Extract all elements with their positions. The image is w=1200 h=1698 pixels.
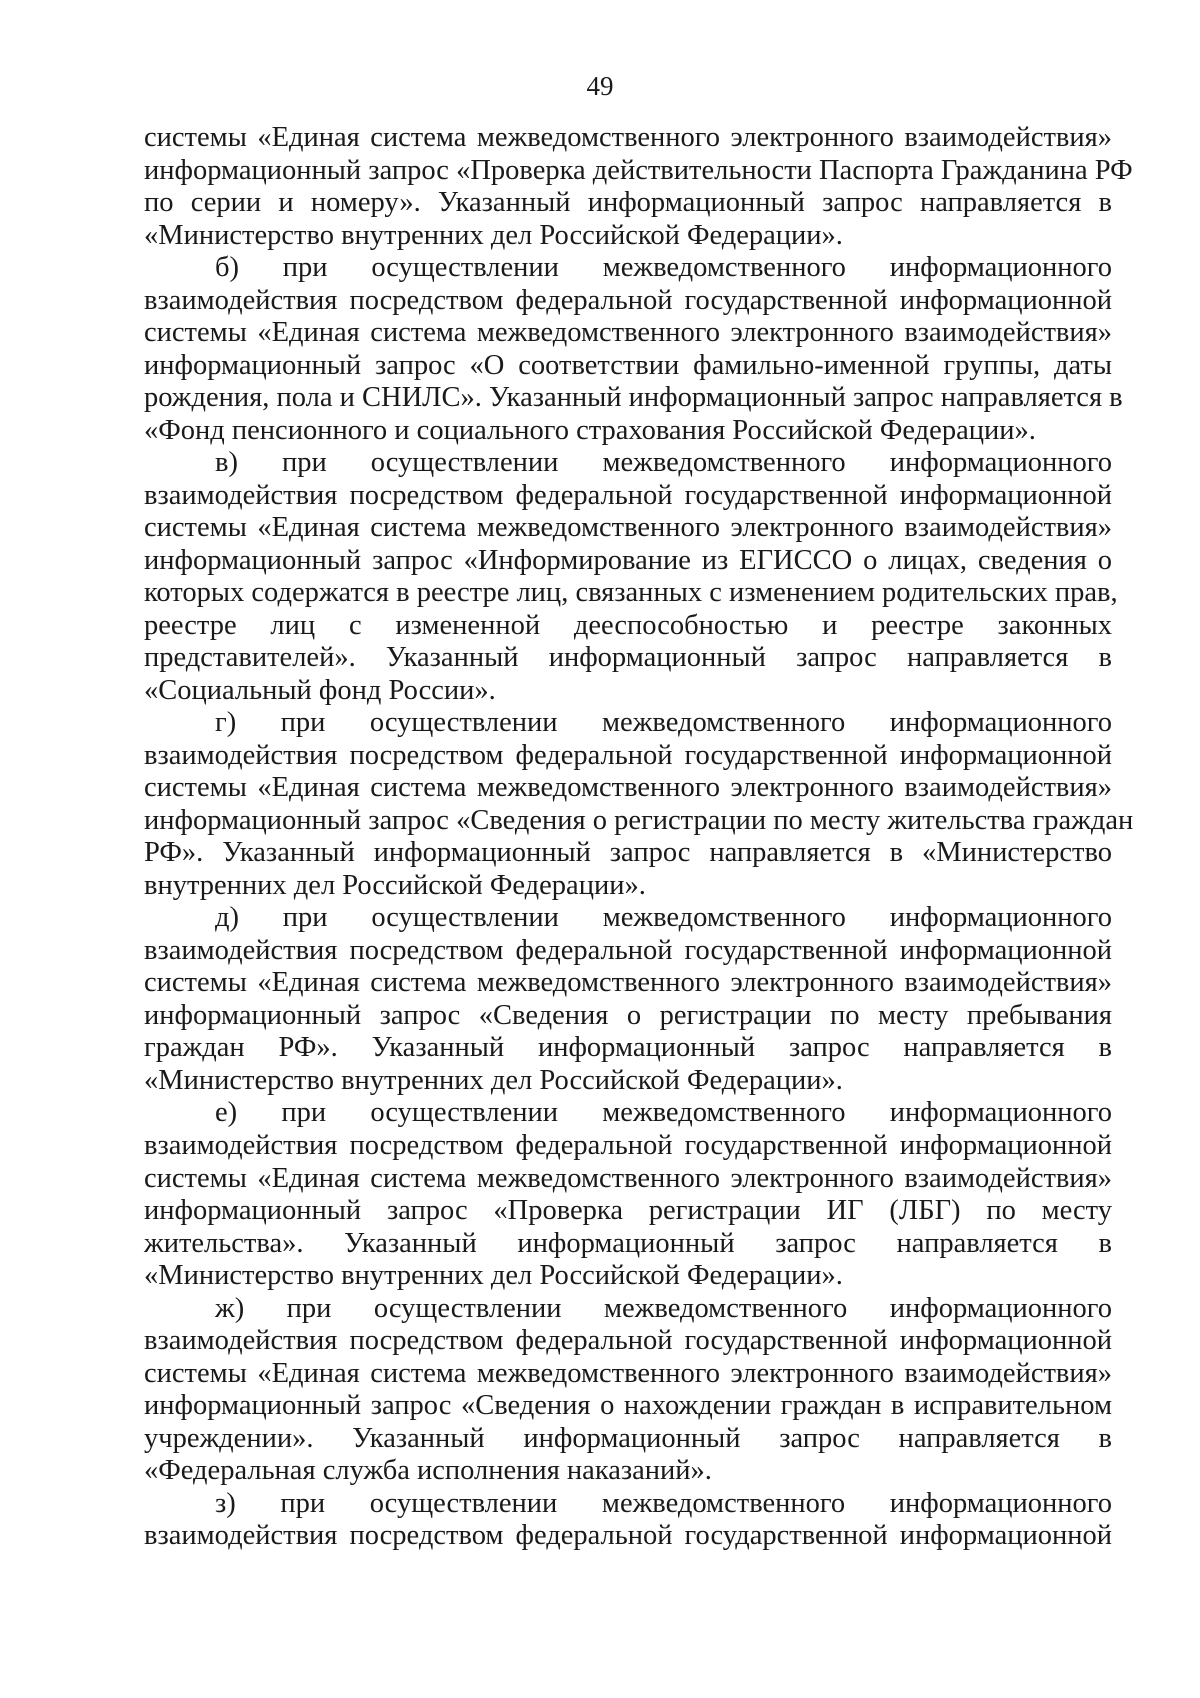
text-line: «Фонд пенсионного и социального страхования Российской Федерации». [144,414,1036,446]
text-line: «Министерство внутренних дел Российской Федерации». [144,1260,843,1292]
text-line: системы «Единая система межведомственного электронного взаимодействия» [144,512,1112,544]
text-line: информационный запрос «О соответствии фамильно-именной группы, даты [144,349,1112,381]
paragraph-first-line: д) при осуществлении межведомственного информационного [215,902,1112,934]
text-line: системы «Единая система межведомственного электронного взаимодействия» [144,967,1112,999]
text-line: взаимодействия посредством федеральной государственной информационной [144,479,1112,511]
text-line: взаимодействия посредством федеральной государственной информационной [144,1325,1112,1357]
text-line: «Социальный фонд России». [144,674,496,706]
document-body [144,122,1134,1553]
text-line: РФ». Указанный информационный запрос направляется в «Министерство [144,837,1112,869]
text-line: внутренних дел Российской Федерации». [144,869,646,901]
text-line: системы «Единая система межведомственного электронного взаимодействия» [144,122,1112,153]
page-number: 49 [586,71,614,101]
text-line: «Министерство внутренних дел Российской Федерации». [144,219,843,251]
text-line: системы «Единая система межведомственного электронного взаимодействия» [144,1357,1112,1389]
text-line: жительства». Указанный информационный запрос направляется в [144,1227,1112,1259]
text-line: учреждении». Указанный информационный запрос направляется в [144,1422,1112,1454]
text-line: системы «Единая система межведомственного электронного взаимодействия» [144,317,1112,349]
text-line: информационный запрос «Сведения о нахождении граждан в исправительном [144,1390,1112,1422]
text-line: взаимодействия посредством федеральной государственной информационной [144,1129,1112,1161]
text-line: информационный запрос «Сведения о регистрации по месту пребывания [144,999,1112,1031]
paragraph-first-line: е) при осуществлении межведомственного информационного [215,1097,1112,1129]
paragraph-first-line: б) при осуществлении межведомственного информационного [215,252,1112,284]
paragraph-first-line: в) при осуществлении межведомственного информационного [215,447,1112,479]
paragraph-first-line: з) при осуществлении межведомственного информационного [215,1487,1112,1519]
text-line: взаимодействия посредством федеральной государственной информационной [144,1520,1112,1552]
text-line: «Федеральная служба исполнения наказаний». [144,1455,712,1487]
text-line: информационный запрос «Проверка регистрации ИГ (ЛБГ) по месту [144,1195,1112,1227]
paragraph-first-line: ж) при осуществлении межведомственного информационного [215,1292,1112,1324]
text-line: взаимодействия посредством федеральной государственной информационной [144,934,1112,966]
text-line: взаимодействия посредством федеральной государственной информационной [144,739,1112,771]
text-line: взаимодействия посредством федеральной государственной информационной [144,284,1112,316]
text-line: граждан РФ». Указанный информационный запрос направляется в [144,1032,1112,1064]
text-line: рождения, пола и СНИЛС». Указанный информационный запрос направляется в [144,382,1123,414]
text-line: информационный запрос «Информирование из ЕГИССО о лицах, сведения о [144,544,1112,576]
text-line: системы «Единая система межведомственного электронного взаимодействия» [144,1162,1112,1194]
text-line: по серии и номеру». Указанный информационный запрос направляется в [144,187,1112,219]
text-line: представителей». Указанный информационный запрос направляется в [144,642,1112,674]
text-line: «Министерство внутренних дел Российской Федерации». [144,1064,843,1096]
text-line: реестре лиц с измененной дееспособностью и реестре законных [144,609,1112,641]
text-line: которых содержатся в реестре лиц, связанных с изменением родительских прав, [144,577,1118,609]
paragraph-first-line: г) при осуществлении межведомственного информационного [215,707,1112,739]
text-line: информационный запрос «Сведения о регистрации по месту жительства граждан [144,804,1134,836]
text-line: информационный запрос «Проверка действительности Паспорта Гражданина РФ [144,154,1133,186]
text-line: системы «Единая система межведомственного электронного взаимодействия» [144,772,1112,804]
